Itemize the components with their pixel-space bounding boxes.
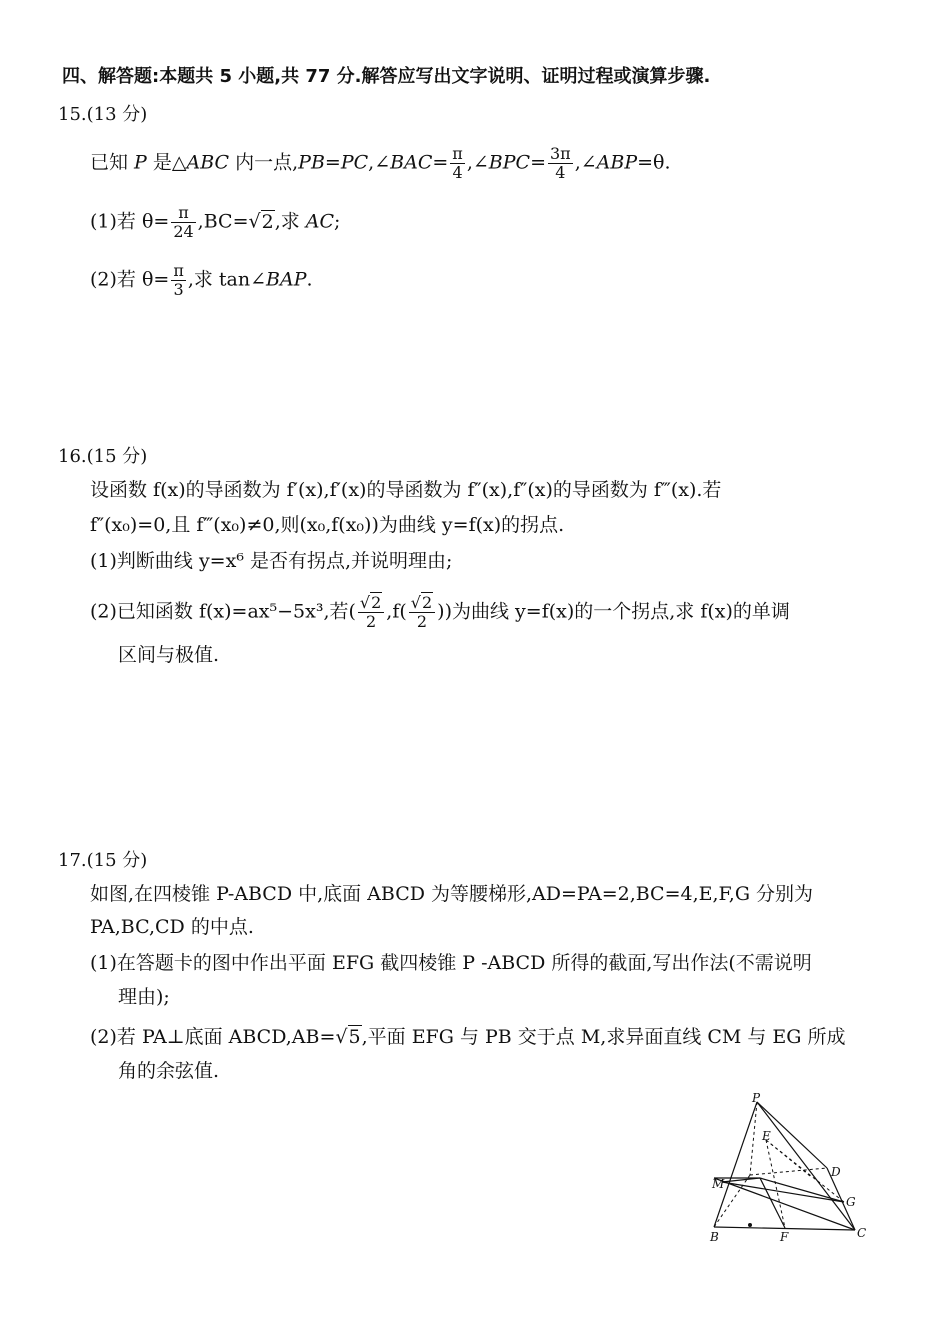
fraction-pi-over-24: $\frac{\pi}{24}$ bbox=[173, 203, 194, 241]
q16-line1: 设函数 f(x)的导函数为 f′(x),f′(x)的导函数为 f″(x),f″(x)的导函数为 f‴(x).若 bbox=[90, 479, 722, 501]
q16-number: 16.(15 分) bbox=[58, 446, 148, 467]
q17-line2: PA,BC,CD 的中点. bbox=[90, 916, 254, 938]
label-P: P bbox=[752, 1091, 761, 1105]
q15-stem: 已知 P 是△ABC 内一点,PB=PC,∠BAC= $\frac{\pi}{4}$ ,∠BPC= $\frac{3\pi}{4}$ ,∠ABP=θ. bbox=[90, 144, 671, 182]
label-D: D bbox=[831, 1165, 841, 1179]
section-heading: 四、解答题:本题共 5 小题,共 77 分.解答应写出文字说明、证明过程或演算步骤. bbox=[62, 66, 711, 87]
q15-number: 15.(13 分) bbox=[58, 104, 148, 125]
q15-part1: (1)若 θ= $\frac{\pi}{24}$ ,BC=√2,求 AC; bbox=[90, 203, 341, 241]
edge-AD-hidden bbox=[750, 1168, 827, 1175]
fraction-pi-over-4: $\frac{\pi}{4}$ bbox=[452, 144, 463, 182]
pyramid-figure bbox=[700, 1090, 880, 1250]
q16-part1: (1)判断曲线 y=x⁶ 是否有拐点,并说明理由; bbox=[90, 550, 453, 572]
fraction-3pi-over-4: $\frac{3\pi}{4}$ bbox=[550, 144, 571, 182]
label-C: C bbox=[857, 1226, 867, 1240]
q16-line2: f″(x₀)=0,且 f‴(x₀)≠0,则(x₀,f(x₀))为曲线 y=f(x)的拐点. bbox=[90, 514, 565, 536]
q17-number: 17.(15 分) bbox=[58, 850, 148, 871]
q17-part2-cont: 角的余弦值. bbox=[118, 1060, 220, 1082]
label-B: B bbox=[710, 1230, 719, 1244]
q17-part1: (1)在答题卡的图中作出平面 EFG 截四棱锥 P -ABCD 所得的截面,写出作法(不需说明 bbox=[90, 952, 812, 974]
q16-part2: (2)已知函数 f(x)=ax⁵−5x³,若( $\frac{√2}{2}$ ,f( $\frac{√2}{2}$ ))为曲线 y=f(x)的一个拐点,求 f(x)的单调 bbox=[90, 593, 790, 631]
label-M: M bbox=[712, 1177, 725, 1191]
section-line-MC bbox=[714, 1178, 855, 1230]
fraction-pi-over-3: $\frac{\pi}{3}$ bbox=[173, 261, 184, 299]
point-dot bbox=[748, 1223, 752, 1227]
fraction-sqrt2-over-2: $\frac{√2}{2}$ bbox=[358, 594, 384, 631]
label-F: F bbox=[780, 1230, 789, 1244]
q17-part2: (2)若 PA⊥底面 ABCD,AB=√5,平面 EFG 与 PB 交于点 M,求异面直线 CM 与 EG 所成 bbox=[90, 1026, 846, 1048]
q16-part2-cont: 区间与极值. bbox=[118, 644, 220, 666]
label-G: G bbox=[846, 1195, 856, 1209]
q15-part2: (2)若 θ= $\frac{\pi}{3}$ ,求 tan∠BAP. bbox=[90, 261, 313, 299]
q17-part1-cont: 理由); bbox=[118, 986, 170, 1008]
fraction-sqrt2-over-2: $\frac{√2}{2}$ bbox=[409, 594, 435, 631]
q17-line1: 如图,在四棱锥 P-ABCD 中,底面 ABCD 为等腰梯形,AD=PA=2,BC=4,E,F,G 分别为 bbox=[90, 883, 814, 905]
label-E: E bbox=[762, 1129, 771, 1143]
